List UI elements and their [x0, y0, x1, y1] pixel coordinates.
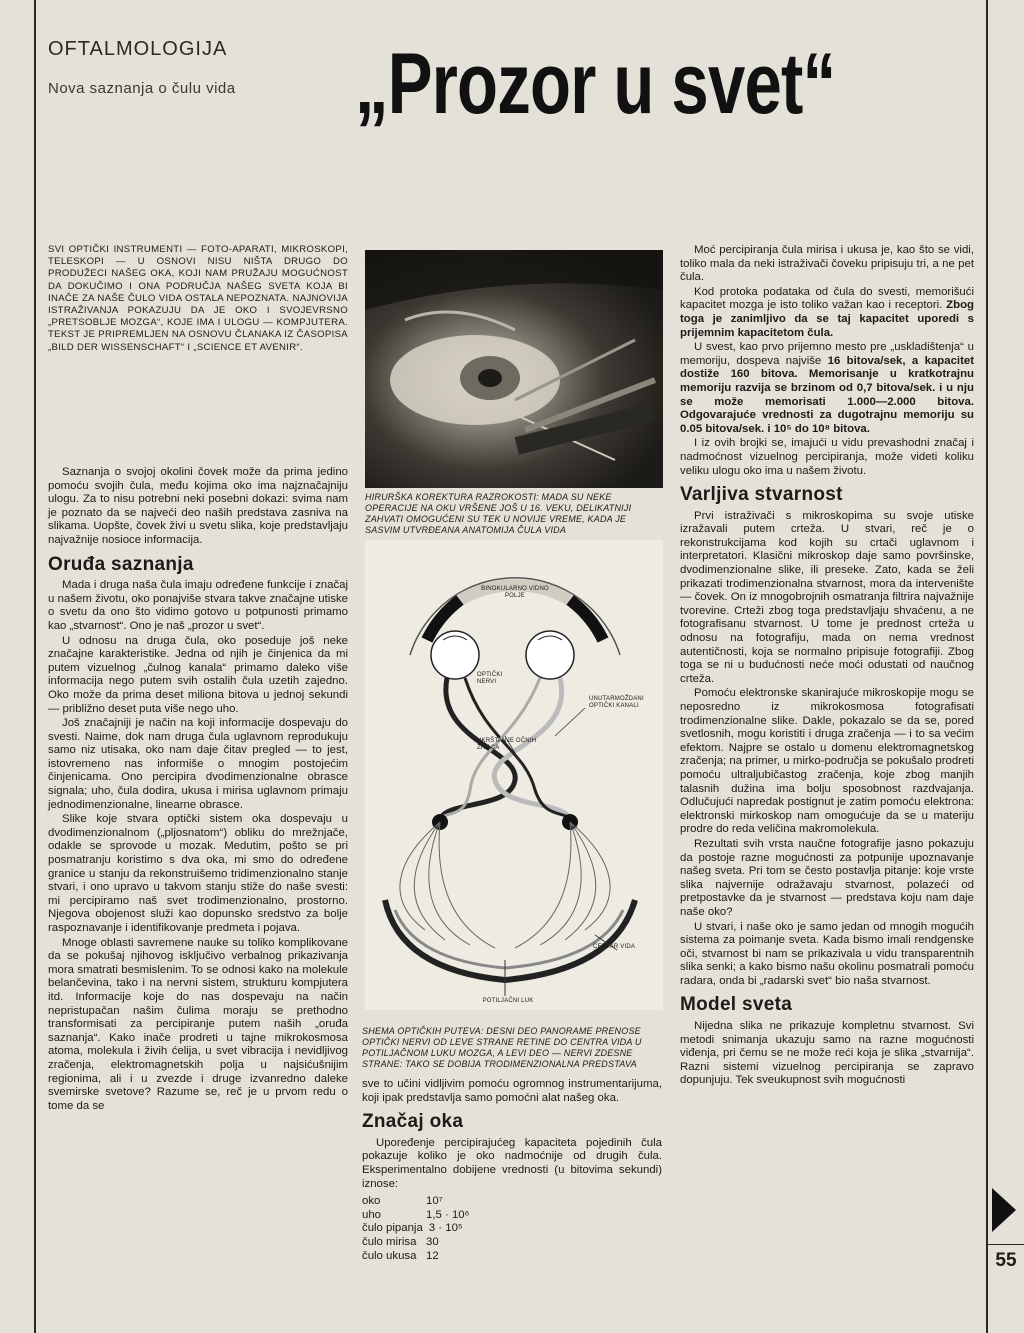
section-kicker: OFTALMOLOGIJA [48, 38, 228, 60]
label-optic-crossing: UKRŠTANJE OČNIH ŽIVACA [477, 738, 537, 751]
optic-pathway-diagram [365, 540, 663, 1010]
paragraph: I iz ovih brojki se, imajući u vidu prevashodni značaj i nadmoćnost vizuelnog percipiranja, može videti koliku veliku ulogu oko ima u našem životu. [680, 437, 974, 477]
paragraph: Upoređenje percipirajućeg kapaciteta pojedinih čula pokazuje koliko je oko nadmoćnije od drugih čula. Eksperimentalno dobijene vrednosti (u bitovima sekundi) iznose: [362, 1136, 662, 1190]
section-heading-orudja: Oruđa saznanja [48, 553, 194, 575]
label-binocular-field: BINOKULARNO VIDNO POLJE [481, 586, 549, 599]
continue-arrow-icon [992, 1188, 1016, 1232]
paragraph: Rezultati svih vrsta naučne fotografije jasno pokazuju da postoje razne mogućnosti za potpunije upoznavanje našeg sveta. Pri tom se često postavlja pitanje: koje vrste slika najvernije odražavaju stvarnost, polazeći od pretpostavke da je stvarnost — predstava koju nam daje naše oko? [680, 837, 974, 918]
sense-value: 10⁷ [426, 1195, 443, 1208]
table-row [362, 1209, 662, 1223]
column-1 [48, 466, 348, 1114]
paragraph: Moć percipiranja čula mirisa i ukusa je, kao što se vidi, toliko mala da neki istraživači čoveku pripisuju tri, a ne pet čula. [680, 244, 974, 284]
table-row [362, 1250, 662, 1264]
section-heading-varljiva: Varljiva stvarnost [680, 484, 843, 506]
paragraph: Još značajniji je način na koji informacije dospevaju do svesti. Naime, dok nam druga čula uglavnom reprodukuju samo niz utisaka, oko nam daje čitav pregled — to jest, istovremeno nas informiše o mnogim postojećim činjenicama. Ono percipira dvodimenzionalne obrasce signala; uho, čula dodira, ukusa i mirisa uglavnom primaju jednodimenzionalne, linearne obrasce. [48, 717, 348, 811]
paragraph-emphasis: 16 bitova/sek, a kapacitet dostiže 160 bitova. Memorisanje u kratkotrajnu memoriju razvija se brzinom od 0,7 bitova/sek. i u nju se može memorisati 1.000—2.000 bitova. Odgovarajuće vrednosti za dugotrajnu memoriju su 0.05 bitova/sek. i 10⁵ do 10⁸ bitova. [680, 354, 975, 435]
table-row [362, 1195, 662, 1209]
lead-paragraph: SVI OPTIČKI INSTRUMENTI — FOTO-APARATI, MIKROSKOPI, TELESKOPI — U OSNOVI NISU NIŠTA DRUGO DO PRODUŽECI NAŠEG OKA, KOJI NAM PRUŽAJU MOGUĆNOST DA DOKUČIMO I ONA PODRUČJA NAŠEG SVETA KOJA BI INAČE ZA NAŠE ČULO VIDA OSTALA NEPOZNATA. NAJNOVIJA ISTRAŽIVANJA POKAZUJU DA JE OKO I SVOJEVRSNO „PRETSOBLJE MOZGA“, KOJE IMA I ULOGU — KOMPJUTERA. TEKST JE PRIPREMLJEN NA OSNOVU ČLANAKA IZ ČASOPISA „BILD DER WISSENSCHAFT“ I „SCIENCE ET AVENIR“. [48, 244, 348, 353]
surgery-photo-art [365, 250, 663, 488]
paragraph: Mada i druga naša čula imaju određene funkcije i značaj u našem životu, oko ponajviše stvara takve značajne utiske o svetu da ono što vidimo gotovo u potpunosti primamo kao „stvarnost“. Ono je naš „prozor u svet“. [48, 579, 348, 632]
senses-capacity-table [362, 1195, 662, 1263]
label-intracerebral-channels: UNUTARMOŽDANI OPTIČKI KANALI [589, 696, 644, 709]
left-border-rule [34, 0, 36, 1333]
paragraph: Pomoću elektronske skanirajuće mikroskopije mogu se neposredno iz mikrokosmosa fotografisati trodimenzionalne slike. Dakle, pokazalo se da se, pored svetlosnih, mogu koristiti i druga zračenja — i to sa većim efektom. Najpre se ostalo u domenu elektromagnetskog zračenja; na primer, u mirko-područja se pokušalo prodreti pomoću ultraljubičastog zračenja, koje zbog manjih talasnih dužina ima bolju sposobnost razdvajanja. Odlučujući napredak postignut je zatim pomoću elektrona: elektronski mirkoskop nam omogućuje da se u materiju prodre do reda veličina makromolekula. [680, 687, 974, 836]
sense-value: 30 [426, 1235, 439, 1248]
diagram-caption: SHEMA OPTIČKIH PUTEVA: DESNI DEO PANORAME PRENOSE OPTIČKI NERVI OD LEVE STRANE RETINE DO CENTRA VIDA U POTILJAČNOM LUKU MOZGA, A LEVI DEO — NERVI ZDESNE STRANE: TAKO SE DOBIJA TRODIMENZIONALNA PREDSTAVA [362, 1026, 642, 1069]
paragraph-emphasis: Zbog toga je zanimljivo da se taj kapacitet uporedi s prijemnim kapacitetom čula. [680, 299, 974, 339]
column-2 [362, 1078, 662, 1263]
optic-pathway-art [365, 540, 663, 1010]
paragraph-part: Kod protoka podataka od čula do svesti, memorišući kapacitet mozga je isto toliko važan kao i receptori. [680, 285, 974, 312]
sense-value: 3 · 10⁵ [428, 1222, 463, 1235]
sense-name: oko [362, 1195, 381, 1208]
paragraph: Slike koje stvara optički sistem oka dospevaju u dvodimenzionalnom („pljosnatom“) obliku do mrežnjače, odakle se sprovode u mozak. Medutim, pošto se pri posmatranju koristimo s dva oka, mi smo do određene granice u stanju da rekonstruišemo tridimenzionalno stanje stvari, i ono upravo u takvom stanju stiže do naše svesti: mi percipiramo naš svet trodimenzionalno, prostorno. Njegova obojenost služi kao dopunsko sredstvo za bolje raspoznavanje i identifikovanje predmeta i pojava. [48, 813, 348, 934]
photo-caption: HIRURŠKA KOREKTURA RAZROKOSTI: MADA SU NEKE OPERACIJE NA OKU VRŠENE JOŠ U 16. VEKU, DELIKATNIJI ZAHVATI OMOGUĆENI SU TEK U NOVIJE VREME, KADA JE SASVIM UTVRĐEANA ANATOMIJA ČULA VIDA [365, 492, 632, 535]
page-number-rule [986, 1244, 1024, 1245]
column-3 [680, 244, 974, 1089]
paragraph: Prvi istraživači s mikroskopima su svoje utiske izražavali putem crteža. U stvari, reč je o rekonstrukcijama kod kojih su crtači uglavnom i interpretatori. Klasični mikroskop daje samo površinske, dvodimenzionalne slike, ili preseke. Zato, kada se želi prikazati trodimenzionalna stvarnost, mora da intervenište — čovek. On iz mnogobrojnih osmatranja filtrira najvažnije tvorevine. Crteži zbog toga predstavljaju shvaćenu, a ne fotografisanu stvarnost. U tome je prednost crteža u odnosu na fotografiju, mada on nema vrednost autentičnosti, koja se normalno pripisuje fotografiji. Zbog toga se ni u budućnosti neće moći odustati od naučnog crteža. [680, 509, 974, 685]
label-visual-center: CENTAR VIDA [593, 944, 636, 950]
surgery-photo [365, 250, 663, 488]
section-subkicker: Nova saznanja o čulu vida [48, 80, 236, 97]
paragraph: sve to učini vidljivim pomoću ogromnog instrumentarijuma, koji ipak predstavlja samo pomoćni alat našeg oka. [362, 1078, 662, 1104]
article-title: „Prozor u svet“ [355, 36, 836, 132]
right-border-rule [986, 0, 988, 1333]
page-number: 55 [995, 1250, 1017, 1271]
section-heading-model: Model sveta [680, 994, 793, 1016]
sense-name: čulo pipanja [362, 1222, 423, 1235]
paragraph: Nijedna slika ne prikazuje kompletnu stvarnost. Svi metodi snimanja ukazuju samo na razne mogućnosti viđenja, pri čemu se ne može reći koja je slika „stvarnija“. Razni sistemi vizuelnog percipiranja se zapravo dopunjuju. Tek sveukupnost svih mogućnosti [680, 1020, 974, 1087]
sense-value: 12 [426, 1249, 439, 1262]
paragraph: Mnoge oblasti savremene nauke su toliko komplikovane da se pokušaj njihovog isključivo verbalnog prikazivanja mora smatrati besmislenim. To se odnosi kako na molekule belančevina, tako i na nervni sistem, strukturu kompjutera itd. Informacije koje do nas dospevaju na način nepristupačan našim čulima moraju se prethodno transformisati za percipiranje putem naših „oruđa saznanja“. Kako inače prodreti u tajne mikrokosmosa atoma, molekula i živih ćelija, u svet vibracija i nevidljivog zračenja, elektromagnetskih polja u najsićušnijim regionima, ali i u zvezde i druge izvanredno daleke svemirske svetove? Razume se, reč je u prvom redu o tome da se [48, 936, 348, 1112]
intro-paragraph: Saznanja o svojoj okolini čovek može da prima jedino pomoću svojih čula, među kojima oko ima najznačajniju ulogu. Za to nisu potrebni neki posebni dokazi: svima nam je poznato da se najveći deo naših predstava zasniva na slikama. Uopšte, čovek živi u svetu slika, koje predstavljaju najvažnije nosioce informacija. [48, 466, 348, 546]
paragraph [680, 286, 974, 340]
paragraph-part: U svest, kao prvo prijemno mesto pre „uskladištenja“ u memoriju, dospeva najviše [680, 341, 974, 367]
sense-name: uho [362, 1208, 382, 1221]
table-row [362, 1236, 662, 1250]
label-occipital-lobe: POTILJAČNI LUK [482, 998, 534, 1004]
paragraph: U odnosu na druga čula, oko poseduje još neke značajne karakteristike. Jedna od njih je činjenica da mi putem vizuelnog „čulnog kanala“ primamo daleko više informacija nego putem svih ostalih čula uzetih zajedno. Oko može da prima deset miliona bitova u jednoj sekundi — približno deset puta više nego uho. [48, 634, 348, 715]
label-optic-nerves: OPTIČKI NERVI [477, 672, 503, 685]
sense-name: čulo mirisa [362, 1235, 417, 1248]
table-row [362, 1222, 662, 1236]
paragraph: U stvari, i naše oko je samo jedan od mnogih mogućih sistema za poimanje sveta. Kada bismo imali rendgenske oči, stvarnost bi nam se prikazivala u vidu transparentnih slika senki; a kako bismo našu okolinu posmatrali pomoću radara, onda bi „radarski svet“ bio naša stvarnost. [680, 920, 974, 987]
section-heading-znacaj: Značaj oka [362, 1111, 464, 1133]
sense-name: čulo ukusa [362, 1249, 417, 1262]
paragraph [680, 341, 974, 436]
sense-value: 1,5 · 10⁶ [426, 1208, 470, 1221]
